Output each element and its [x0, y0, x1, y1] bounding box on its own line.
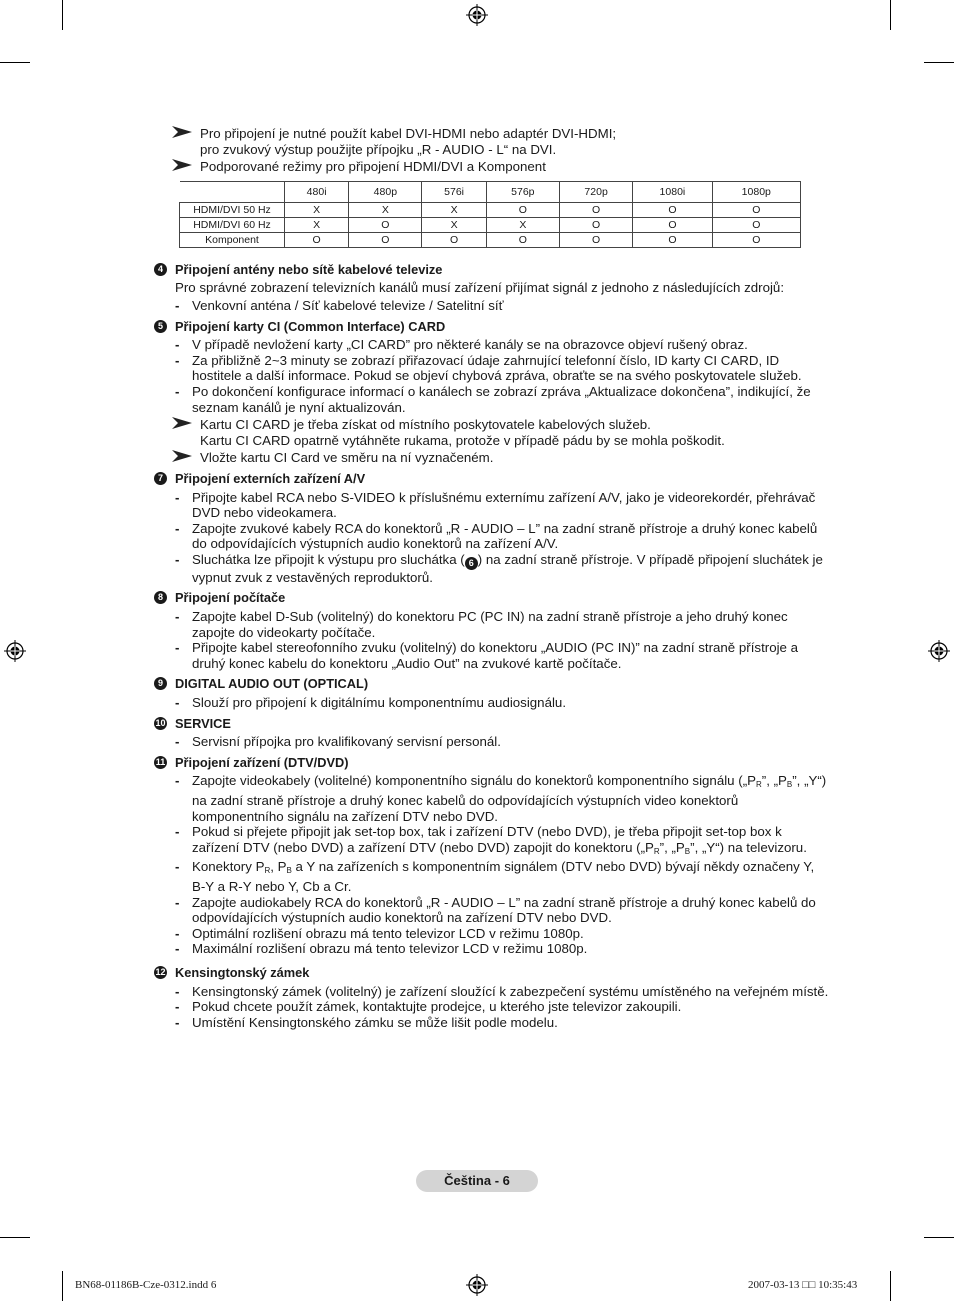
table-header-cell: 576p: [486, 181, 559, 202]
table-cell: O: [633, 217, 712, 232]
list-item-text: Pokud chcete použít zámek, kontaktujte prodejce, u kterého jste televizor zakoupili.: [192, 999, 682, 1015]
section-title: DIGITAL AUDIO OUT (OPTICAL): [175, 676, 369, 692]
list-item-text: Venkovní anténa / Síť kabelové televize / Satelitní síť: [192, 297, 504, 313]
subscript: R: [653, 846, 660, 856]
section-number-badge: 10: [155, 717, 166, 728]
table-row-label: HDMI/DVI 60 Hz: [180, 217, 285, 232]
section-title: Kensingtonský zámek: [175, 964, 310, 980]
table-cell: X: [285, 202, 349, 217]
list-item-text: Slouží pro připojení k digitálnímu komponentnímu audiosignálu.: [192, 695, 567, 711]
section-heading: [150, 262, 830, 278]
table-row-label: Komponent: [180, 232, 285, 247]
table-cell: O: [422, 232, 486, 247]
section-heading: [150, 471, 830, 487]
section-kensington-lock: [150, 965, 830, 1030]
section-dtv-dvd: [150, 755, 830, 957]
note: [150, 159, 830, 175]
section-heading: [150, 755, 830, 771]
list-item: [150, 695, 830, 711]
section-title: SERVICE: [175, 715, 231, 731]
list-item: [150, 734, 830, 750]
list-item-text: ) na zadní straně přístroje. V případě připojení sluchátek je vypnut zvuk z vestavěných reproduktorů.: [192, 551, 823, 585]
list-item: [150, 859, 830, 894]
section-number-badge: 11: [155, 756, 166, 767]
list-item: [150, 353, 830, 384]
list-item-text: Připojte kabel RCA nebo S-VIDEO k příslušnému externímu zařízení A/V, jako je videorekordér, přehrávač DVD nebo videokamera.: [192, 489, 816, 521]
table-cell: X: [422, 217, 486, 232]
section-heading: [150, 590, 830, 606]
table-header-cell: 1080p: [712, 181, 800, 202]
registration-mark-icon: [928, 640, 950, 662]
list-item: [150, 895, 830, 926]
list-dash: -: [175, 695, 180, 711]
table-cell: O: [633, 202, 712, 217]
table-corner-cell: [180, 181, 285, 202]
table-cell: X: [486, 217, 559, 232]
list-item-text: Maximální rozlišení obrazu má tento televizor LCD v režimu 1080p.: [192, 941, 588, 957]
table-cell: X: [422, 202, 486, 217]
note-arrow-icon: [172, 159, 192, 171]
list-dash: -: [175, 520, 180, 536]
list-dash: -: [175, 773, 180, 789]
list-item: [150, 337, 830, 353]
section-heading: [150, 965, 830, 981]
section-number-badge: 5: [154, 320, 167, 333]
list-item-text: Po dokončení konfigurace informací o kanálech se zobrazí zpráva „Aktualizace dokončena”, indikující, že seznam kanálů je nyní aktualizován.: [192, 383, 811, 415]
note: [150, 126, 830, 157]
table-header-row: [180, 181, 801, 202]
timestamp-slug: 2007-03-13 □□ 10:35:43: [748, 1279, 858, 1291]
list-dash: -: [175, 1014, 180, 1030]
crop-mark: [924, 1237, 954, 1238]
section-number-badge: 12: [155, 966, 166, 977]
table-cell: X: [349, 202, 422, 217]
section-number-badge: 9: [154, 677, 167, 690]
list-item: [150, 640, 830, 671]
subscript: B: [786, 780, 793, 790]
section-title: Připojení externích zařízení A/V: [175, 470, 366, 486]
note-line: Podporované režimy pro připojení HDMI/DVI a Komponent: [200, 159, 546, 175]
table-cell: O: [633, 232, 712, 247]
list-dash: -: [175, 640, 180, 656]
note-line: Vložte kartu CI Card ve směru na ní vyznačeném.: [200, 450, 494, 466]
table-row: [180, 202, 801, 217]
table-cell: O: [486, 232, 559, 247]
note-arrow-icon: [172, 450, 192, 462]
file-name-slug: BN68-01186B-Cze-0312.indd 6: [75, 1279, 217, 1291]
inline-number-badge: 6: [465, 557, 478, 570]
list-item-text: Optimální rozlišení obrazu má tento televizor LCD v režimu 1080p.: [192, 925, 584, 941]
list-item: [150, 926, 830, 942]
crop-mark: [890, 1271, 891, 1301]
crop-mark: [0, 1237, 30, 1238]
note-arrow-icon: [172, 126, 192, 138]
section-service: [150, 716, 830, 750]
section-title: Připojení antény nebo sítě kabelové televize: [175, 261, 443, 277]
list-dash: -: [175, 734, 180, 750]
table-cell: X: [285, 217, 349, 232]
table-cell: O: [712, 232, 800, 247]
table-cell: O: [712, 202, 800, 217]
list-item: [150, 773, 830, 824]
list-item: [150, 824, 830, 859]
list-dash: -: [175, 983, 180, 999]
crop-mark: [0, 62, 30, 63]
table-header-cell: 576i: [422, 181, 486, 202]
section-number-badge: 8: [154, 591, 167, 604]
section-heading: [150, 716, 830, 732]
registration-mark-icon: [466, 4, 488, 26]
list-item: [150, 490, 830, 521]
list-dash: -: [175, 925, 180, 941]
list-item: [150, 1015, 830, 1031]
list-item-text: ”, „P: [761, 773, 787, 789]
section-heading: [150, 676, 830, 692]
table-header-cell: 720p: [559, 181, 632, 202]
table-header-cell: 480i: [285, 181, 349, 202]
table-cell: O: [712, 217, 800, 232]
list-item: [150, 941, 830, 957]
note: [150, 450, 830, 466]
note-line: Kartu CI CARD opatrně vytáhněte rukama, protože v případě pádu by se mohla poškodit.: [200, 432, 725, 448]
list-dash: -: [175, 824, 180, 840]
section-title: Připojení zařízení (DTV/DVD): [175, 754, 349, 770]
page-content: [150, 126, 830, 1035]
crop-mark: [62, 0, 63, 30]
table-cell: O: [349, 232, 422, 247]
registration-mark-icon: [4, 640, 26, 662]
table-row: [180, 217, 801, 232]
list-item: [150, 984, 830, 1000]
list-item-text: V případě nevložení karty „CI CARD” pro některé kanály se na obrazovce objeví rušený obraz.: [192, 337, 748, 353]
list-item-text: Konektory P: [192, 859, 265, 875]
supported-modes-table: [179, 181, 801, 248]
list-dash: -: [175, 999, 180, 1015]
list-dash: -: [175, 489, 180, 505]
list-item-text: Pokud si přejete připojit jak set-top box, tak i zařízení DTV (nebo DVD), je třeba připojit set-top box k zařízení DTV (nebo DVD) a zařízení DTV (nebo DVD) zapojit do konektoru („P: [192, 824, 782, 855]
list-dash: -: [175, 859, 180, 875]
section-antenna: [150, 262, 830, 314]
table-cell: O: [559, 232, 632, 247]
table-cell: O: [349, 217, 422, 232]
list-item-text: Kensingtonský zámek (volitelný) je zařízení sloužící k zabezpečení systému umístěného na veřejném místě.: [192, 983, 829, 999]
note-arrow-icon: [172, 417, 192, 429]
list-dash: -: [175, 297, 180, 313]
subscript: R: [264, 866, 271, 876]
list-item-text: ”, „Y“) na zadní straně přístroje a druhý konec kabelů do odpovídajících výstupních video konektorů komponentního signálu na zařízení DTV nebo DVD.: [192, 773, 827, 824]
list-item-text: ”, „Y“) na televizoru.: [690, 839, 807, 855]
list-item-text: Za přibližně 2~3 minuty se zobrazí přiřazovací údaje zahrnující telefonní číslo, ID karty CI CARD, ID hostitele a další informace. Pokud se objeví chybová zpráva, obraťte se na svého poskytovatele služeb.: [192, 352, 802, 384]
list-item-text: Zapojte audiokabely RCA do konektorů „R - AUDIO – L” na zadní straně přístroje a druhý konec kabelů do odpovídajících výstupních audio konektorů na zařízení DTV nebo DVD.: [192, 894, 816, 926]
list-item-text: Umístění Kensingtonského zámku se může lišit podle modelu.: [192, 1014, 558, 1030]
list-item: [150, 298, 830, 314]
crop-mark: [890, 0, 891, 30]
list-dash: -: [175, 551, 180, 567]
list-dash: -: [175, 337, 180, 353]
list-item-text: Zapojte kabel D-Sub (volitelný) do konektoru PC (PC IN) na zadní straně přístroje a jeho druhý konec zapojte do videokarty počítače.: [192, 609, 788, 640]
list-item: [150, 384, 830, 415]
page-number-label: Čeština - 6: [416, 1170, 538, 1192]
note: [150, 417, 830, 448]
list-dash: -: [175, 383, 180, 399]
list-dash: -: [175, 941, 180, 957]
list-dash: -: [175, 894, 180, 910]
list-item: [150, 552, 830, 586]
list-item-text: a Y na zařízeních s komponentním signálem (DTV nebo DVD) bývají někdy označeny Y, B-Y a R-Y nebo Y, Cb a Cr.: [192, 859, 815, 894]
section-ci-card: [150, 319, 830, 466]
subscript: B: [684, 846, 691, 856]
table-header-cell: 480p: [349, 181, 422, 202]
crop-mark: [62, 1271, 63, 1301]
section-digital-audio-out: [150, 676, 830, 710]
note-line: Kartu CI CARD je třeba získat od místního poskytovatele kabelových služeb.: [200, 417, 651, 433]
list-item: [150, 521, 830, 552]
subscript: R: [756, 780, 762, 790]
list-item: [150, 999, 830, 1015]
section-heading: [150, 319, 830, 335]
table-header-cell: 1080i: [633, 181, 712, 202]
list-item-text: Servisní přípojka pro kvalifikovaný servisní personál.: [192, 734, 501, 750]
section-computer: [150, 590, 830, 671]
section-title: Připojení karty CI (Common Interface) CARD: [175, 318, 446, 334]
list-item: [150, 609, 830, 640]
section-number-badge: 4: [154, 263, 167, 276]
section-paragraph: Pro správné zobrazení televizních kanálů musí zařízení přijímat signál z jednoho z následujících zdrojů:: [175, 280, 785, 296]
list-item-text: Připojte kabel stereofonního zvuku (volitelný) do konektoru „AUDIO (PC IN)” na zadní straně přístroje a druhý konec kabelu do konektoru „Audio Out” na zvukové kartě počítače.: [192, 640, 799, 671]
table-row-label: HDMI/DVI 50 Hz: [180, 202, 285, 217]
list-item-text: Zapojte zvukové kabely RCA do konektorů „R - AUDIO – L” na zadní straně přístroje a druhý konec kabelů do odpovídajících výstupních audio konektorů na zařízení A/V.: [192, 520, 818, 552]
registration-mark-icon: [466, 1274, 488, 1296]
table-cell: O: [559, 202, 632, 217]
table-row: [180, 232, 801, 247]
section-number-badge: 7: [154, 472, 167, 485]
section-title: Připojení počítače: [175, 590, 286, 606]
section-external-av: [150, 471, 830, 586]
list-item-text: Zapojte videokabely (volitelné) komponentního signálu do konektorů komponentního signálu („P: [192, 773, 756, 789]
list-item-text: ”, „P: [659, 839, 685, 855]
note-line: Pro připojení je nutné použít kabel DVI-HDMI nebo adaptér DVI-HDMI;: [200, 126, 617, 141]
subscript: B: [286, 866, 292, 876]
list-dash: -: [175, 609, 180, 625]
table-cell: O: [486, 202, 559, 217]
list-item-text: , P: [270, 859, 287, 875]
crop-mark: [924, 62, 954, 63]
list-item-text: Sluchátka lze připojit k výstupu pro sluchátka (: [192, 551, 465, 567]
list-dash: -: [175, 352, 180, 368]
table-cell: O: [559, 217, 632, 232]
note-line: pro zvukový výstup použijte přípojku „R - AUDIO - L“ na DVI.: [200, 141, 557, 157]
table-cell: O: [285, 232, 349, 247]
